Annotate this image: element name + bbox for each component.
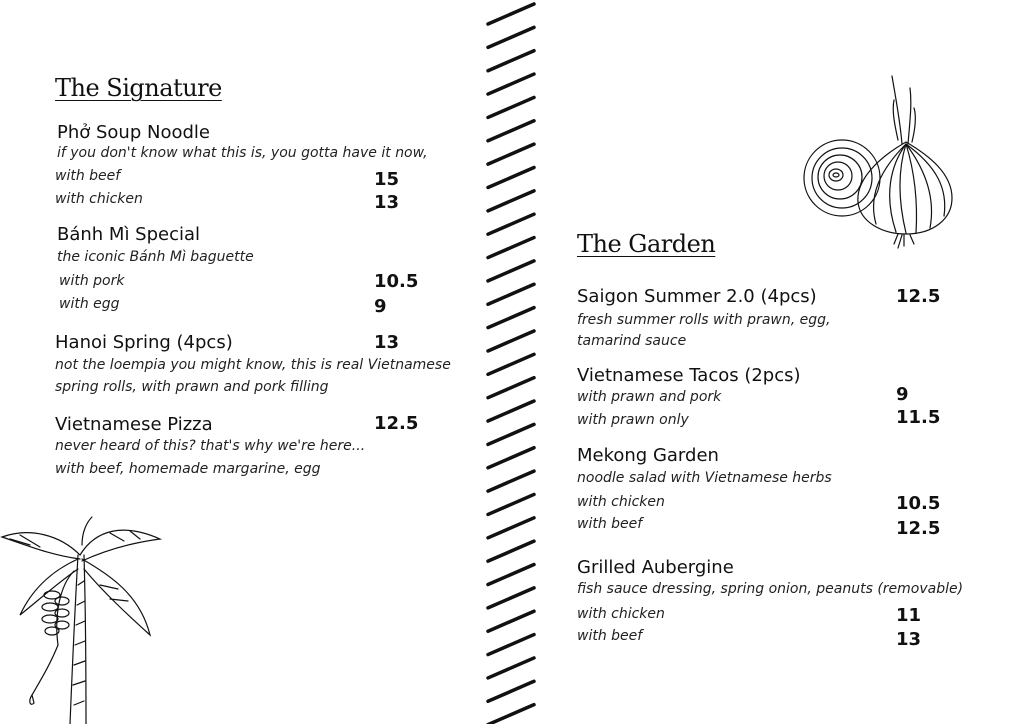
- divider-slash: [488, 284, 534, 304]
- divider-slash: [488, 565, 534, 585]
- divider-slash: [488, 27, 534, 47]
- menu-option-label: with egg: [59, 296, 120, 312]
- divider-slash: [488, 658, 534, 678]
- divider-slash: [488, 97, 534, 117]
- menu-item-name: Vietnamese Pizza: [55, 414, 213, 435]
- menu-item-price: 12.5: [374, 413, 419, 434]
- hatched-divider: [480, 0, 540, 724]
- menu-item-description: noodle salad with Vietnamese herbs: [577, 470, 832, 486]
- menu-option-price: 9: [896, 384, 909, 405]
- divider-slash: [488, 401, 534, 421]
- banana-tree-icon: [0, 515, 165, 724]
- menu-item-description: spring rolls, with prawn and pork filling: [55, 379, 329, 395]
- menu-item-name: Grilled Aubergine: [577, 557, 734, 578]
- divider-slash: [488, 518, 534, 538]
- menu-item-description: fresh summer rolls with prawn, egg,: [577, 312, 831, 328]
- divider-slash: [488, 611, 534, 631]
- divider-slash: [488, 51, 534, 71]
- menu-item-name: Saigon Summer 2.0 (4pcs): [577, 286, 817, 307]
- divider-slash: [488, 167, 534, 187]
- menu-option-price: 9: [374, 296, 387, 317]
- menu-option-price: 15: [374, 169, 400, 190]
- menu-option-label: with beef: [55, 168, 121, 184]
- divider-slash: [488, 261, 534, 281]
- divider-slash: [488, 635, 534, 655]
- divider-slash: [488, 214, 534, 234]
- menu-item-price: 13: [374, 332, 400, 353]
- menu-option-price: 13: [374, 192, 400, 213]
- menu-option-price: 12.5: [896, 518, 941, 539]
- menu-option-label: with beef: [577, 516, 643, 532]
- menu-item-name: Bánh Mì Special: [57, 224, 201, 245]
- divider-slash: [488, 471, 534, 491]
- menu-option-label: with pork: [59, 273, 125, 289]
- menu-option-price: 10.5: [374, 271, 419, 292]
- divider-slash: [488, 331, 534, 351]
- onion-icon: [798, 70, 958, 250]
- menu-item-description: with beef, homemade margarine, egg: [55, 461, 321, 477]
- section-title-garden: The Garden: [577, 230, 716, 258]
- menu-item-name: Vietnamese Tacos (2pcs): [577, 365, 801, 386]
- menu-option-label: with chicken: [577, 606, 665, 622]
- menu-option-label: with beef: [577, 628, 643, 644]
- divider-slash: [488, 541, 534, 561]
- divider-slash: [488, 681, 534, 701]
- menu-item-name: Phở Soup Noodle: [57, 122, 210, 143]
- menu-option-price: 10.5: [896, 493, 941, 514]
- menu-option-label: with chicken: [55, 191, 143, 207]
- menu-item-name: Hanoi Spring (4pcs): [55, 332, 233, 353]
- menu-item-description: tamarind sauce: [577, 333, 687, 349]
- divider-slash: [488, 588, 534, 608]
- menu-option-label: with chicken: [577, 494, 665, 510]
- menu-option-price: 11.5: [896, 407, 941, 428]
- menu-option-price: 11: [896, 605, 922, 626]
- menu-option-label: with prawn and pork: [577, 389, 722, 405]
- menu-item-description: fish sauce dressing, spring onion, peanuts (removable): [577, 581, 964, 597]
- section-title-signature: The Signature: [55, 74, 222, 102]
- menu-item-description: the iconic Bánh Mì baguette: [57, 249, 254, 265]
- divider-slash: [488, 424, 534, 444]
- divider-slash: [488, 308, 534, 328]
- menu-item-name: Mekong Garden: [577, 445, 719, 466]
- divider-slash: [488, 354, 534, 374]
- menu-item-description: not the loempia you might know, this is real Vietnamese: [55, 357, 451, 373]
- menu-option-price: 13: [896, 629, 922, 650]
- divider-slash: [488, 378, 534, 398]
- divider-slash: [488, 191, 534, 211]
- divider-slash: [488, 494, 534, 514]
- divider-slash: [488, 4, 534, 24]
- menu-item-price: 12.5: [896, 286, 941, 307]
- divider-slash: [488, 144, 534, 164]
- menu-option-label: with prawn only: [577, 412, 689, 428]
- divider-slash: [488, 705, 534, 724]
- divider-slash: [488, 74, 534, 94]
- divider-slash: [488, 121, 534, 141]
- menu-item-description: never heard of this? that's why we're here...: [55, 438, 366, 454]
- divider-slash: [488, 238, 534, 258]
- divider-slash: [488, 448, 534, 468]
- menu-item-description: if you don't know what this is, you gotta have it now,: [57, 145, 428, 161]
